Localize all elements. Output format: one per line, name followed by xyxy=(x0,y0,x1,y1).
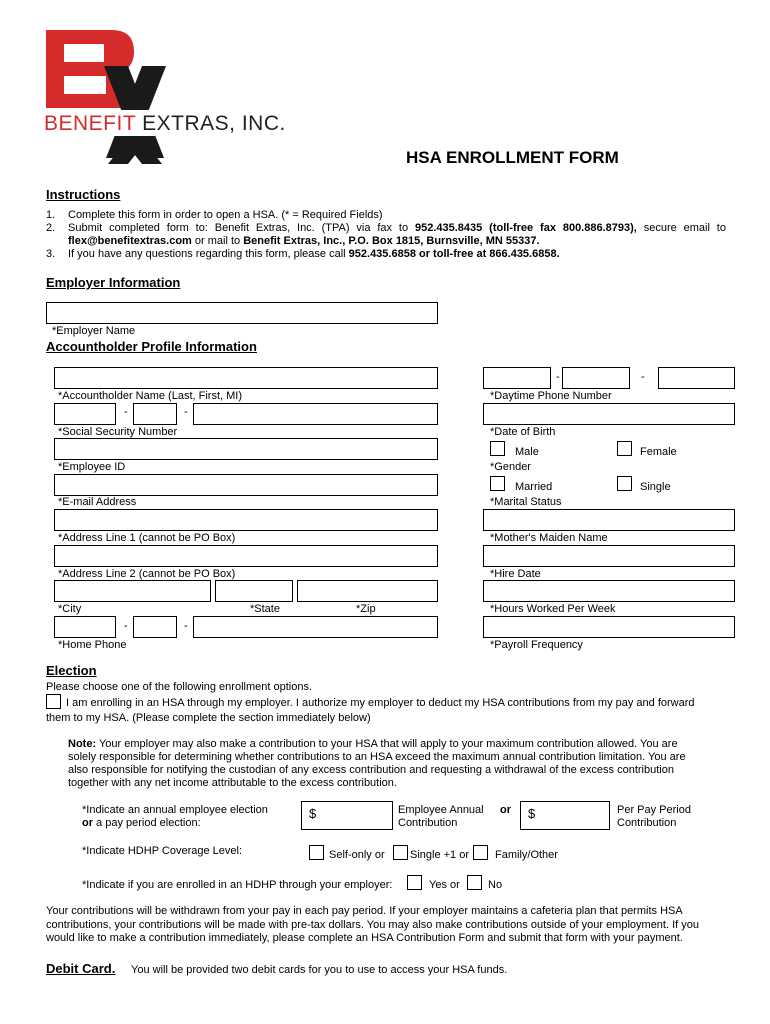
employer-name-label: *Employer Name xyxy=(52,325,136,337)
home-phone-line-field[interactable] xyxy=(193,616,438,638)
accountholder-heading: Accountholder Profile Information xyxy=(46,339,257,354)
family-other-checkbox[interactable] xyxy=(473,845,488,860)
hdhp-enrollment-label: *Indicate if you are enrolled in an HDHP through your employer: xyxy=(82,879,393,891)
marital-married-checkbox[interactable] xyxy=(490,476,505,491)
ssn-part1-field[interactable] xyxy=(54,403,116,425)
company-name: BENEFIT EXTRAS, INC. xyxy=(44,112,286,135)
pay-period-currency-symbol: $ xyxy=(528,806,536,821)
date-of-birth-label: *Date of Birth xyxy=(490,426,556,438)
single-plus-one-checkbox[interactable] xyxy=(393,845,408,860)
instruction-3-number: 3. xyxy=(46,248,56,260)
marital-single-label: Single xyxy=(640,481,671,493)
gender-male-label: Male xyxy=(515,446,539,458)
phone-dash-1: - xyxy=(556,371,560,383)
employee-id-label: *Employee ID xyxy=(58,461,126,473)
ssn-part2-field[interactable] xyxy=(133,403,177,425)
marital-status-label: *Marital Status xyxy=(490,496,562,508)
instructions-heading: Instructions xyxy=(46,187,121,202)
address-line1-label: *Address Line 1 (cannot be PO Box) xyxy=(58,532,236,544)
hdhp-no-checkbox[interactable] xyxy=(467,875,482,890)
annual-contribution-field[interactable] xyxy=(301,801,393,830)
debit-card-text: You will be provided two debit cards for you to use to access your HSA funds. xyxy=(131,964,508,976)
hours-worked-label: *Hours Worked Per Week xyxy=(490,603,616,615)
phone-dash-2: - xyxy=(641,371,645,383)
gender-female-checkbox[interactable] xyxy=(617,441,632,456)
hdhp-no-label: No xyxy=(488,879,503,891)
ssn-dash-1: - xyxy=(124,406,128,418)
self-only-label: Self-only or xyxy=(329,849,385,861)
hdhp-yes-checkbox[interactable] xyxy=(407,875,422,890)
ssn-label: *Social Security Number xyxy=(58,426,178,438)
address-line2-field[interactable] xyxy=(54,545,438,567)
election-heading: Election xyxy=(46,663,97,678)
zip-label: *Zip xyxy=(356,603,376,615)
gender-label: *Gender xyxy=(490,461,531,473)
date-of-birth-field[interactable] xyxy=(483,403,735,425)
employer-enrollment-line2: them to my HSA. (Please complete the section immediately below) xyxy=(46,712,371,724)
annual-election-label-line1: *Indicate an annual employee election xyxy=(82,804,268,816)
address-line2-label: *Address Line 2 (cannot be PO Box) xyxy=(58,568,236,580)
daytime-phone-label: *Daytime Phone Number xyxy=(490,390,612,402)
ssn-dash-2: - xyxy=(184,406,188,418)
home-phone-area-field[interactable] xyxy=(54,616,116,638)
email-label: *E-mail Address xyxy=(58,496,137,508)
marital-single-checkbox[interactable] xyxy=(617,476,632,491)
annual-contribution-label: Employee Annual Contribution xyxy=(398,804,484,829)
mothers-maiden-name-label: *Mother's Maiden Name xyxy=(490,532,608,544)
state-field[interactable] xyxy=(215,580,293,602)
logo-x-tail xyxy=(42,136,362,166)
company-logo xyxy=(42,26,362,166)
debit-card-heading: Debit Card. xyxy=(46,961,116,976)
instruction-1-number: 1. xyxy=(46,209,56,221)
email-link[interactable]: flex@benefitextras.com xyxy=(68,235,192,247)
employer-enrollment-checkbox[interactable] xyxy=(46,694,61,709)
accountholder-name-field[interactable] xyxy=(54,367,438,389)
instruction-2-line1: Submit completed form to: Benefit Extras, Inc. (TPA) via fax to 952.435.8435 (toll-free fax 800.886.8793), secure email to xyxy=(68,222,726,234)
election-intro: Please choose one of the following enrollment options. xyxy=(46,681,313,693)
payroll-frequency-field[interactable] xyxy=(483,616,735,638)
marital-married-label: Married xyxy=(515,481,553,493)
gender-male-checkbox[interactable] xyxy=(490,441,505,456)
home-phone-dash-2: - xyxy=(184,620,188,632)
pay-period-contribution-label: Per Pay Period Contribution xyxy=(617,804,691,829)
gender-female-label: Female xyxy=(640,446,677,458)
phone-prefix-field[interactable] xyxy=(562,367,630,389)
annual-currency-symbol: $ xyxy=(309,806,317,821)
instruction-3-text: If you have any questions regarding this form, please call 952.435.6858 or toll-free at 866.435.6858. xyxy=(68,248,560,260)
annual-election-label-line2: or a pay period election: xyxy=(82,817,201,829)
city-label: *City xyxy=(58,603,82,615)
self-only-checkbox[interactable] xyxy=(309,845,324,860)
form-title: HSA ENROLLMENT FORM xyxy=(406,148,619,167)
or-separator: or xyxy=(500,804,511,816)
contributions-paragraph: Your contributions will be withdrawn from your pay in each pay period. If your employer maintains a cafeteria plan that permits HSA contributions, your contributions will be made with pre-tax dollars. You may also make contributions outside of your employment. If you would like to make a contribution immediately, please complete an HSA Contribution Form and submit that form with your payment. xyxy=(46,905,699,944)
single-plus-one-label: Single +1 or xyxy=(410,849,470,861)
mothers-maiden-name-field[interactable] xyxy=(483,509,735,531)
home-phone-dash-1: - xyxy=(124,620,128,632)
phone-line-field[interactable] xyxy=(658,367,735,389)
employer-name-field[interactable] xyxy=(46,302,438,324)
employer-heading: Employer Information xyxy=(46,275,181,290)
phone-area-field[interactable] xyxy=(483,367,551,389)
instruction-1-text: Complete this form in order to open a HSA. (* = Required Fields) xyxy=(68,209,383,221)
payroll-frequency-label: *Payroll Frequency xyxy=(490,639,583,651)
coverage-level-label: *Indicate HDHP Coverage Level: xyxy=(82,845,242,857)
hdhp-yes-label: Yes or xyxy=(429,879,460,891)
email-field[interactable] xyxy=(54,474,438,496)
zip-field[interactable] xyxy=(297,580,438,602)
home-phone-label: *Home Phone xyxy=(58,639,127,651)
hours-worked-field[interactable] xyxy=(483,580,735,602)
hire-date-label: *Hire Date xyxy=(490,568,541,580)
employee-id-field[interactable] xyxy=(54,438,438,460)
accountholder-name-label: *Accountholder Name (Last, First, MI) xyxy=(58,390,243,402)
address-line1-field[interactable] xyxy=(54,509,438,531)
instruction-2-number: 2. xyxy=(46,222,56,234)
instruction-2-line2: flex@benefitextras.com or mail to Benefit Extras, Inc., P.O. Box 1815, Burnsville, MN 55337. xyxy=(68,235,540,247)
state-label: *State xyxy=(250,603,280,615)
city-field[interactable] xyxy=(54,580,211,602)
hire-date-field[interactable] xyxy=(483,545,735,567)
pay-period-contribution-field[interactable] xyxy=(520,801,610,830)
ssn-part3-field[interactable] xyxy=(193,403,438,425)
employer-enrollment-line1: I am enrolling in an HSA through my employer. I authorize my employer to deduct my HSA contributions from my pay and forward xyxy=(66,697,695,709)
note-paragraph: Note: Your employer may also make a contribution to your HSA that will apply to your maximum contribution allowed. You are solely responsible for determining whether contributions to an HSA exceed the maximum annual contribution limitation. You are also responsible for notifying the custodian of any excess contribution and requesting a withdrawal of the excess contribution together with any net income attributable to the excess contribution. xyxy=(68,738,686,789)
family-other-label: Family/Other xyxy=(495,849,558,861)
home-phone-prefix-field[interactable] xyxy=(133,616,177,638)
